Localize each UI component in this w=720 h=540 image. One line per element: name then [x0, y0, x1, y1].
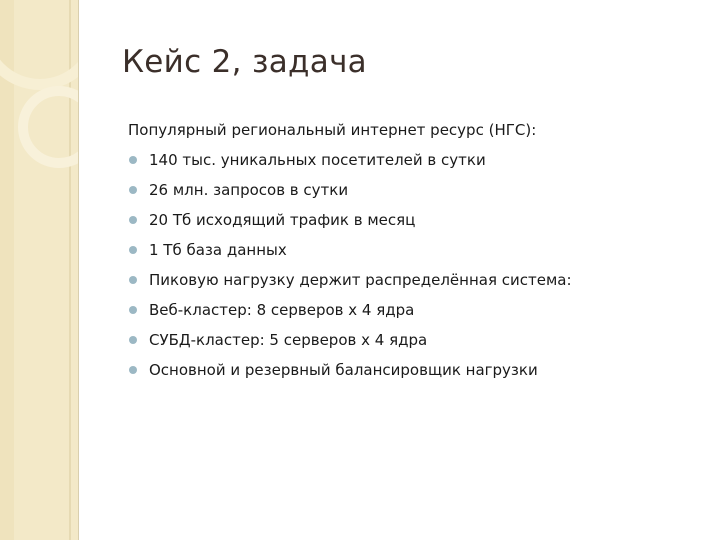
- decorative-side-panel: [0, 0, 79, 540]
- slide-content: [128, 120, 688, 390]
- bullet-dot-icon: [129, 336, 137, 344]
- bullet-dot-icon: [129, 366, 137, 374]
- bullet-item: [128, 240, 688, 260]
- bullet-item: [128, 360, 688, 380]
- bullet-item: [128, 210, 688, 230]
- bullet-item: [128, 180, 688, 200]
- intro-text: Популярный региональный интернет ресурс (НГС):: [128, 121, 537, 139]
- bullet-item: [128, 270, 688, 290]
- bullet-dot-icon: [129, 276, 137, 284]
- bullet-text: СУБД-кластер: 5 серверов х 4 ядра: [149, 331, 428, 349]
- bullet-text: 26 млн. запросов в сутки: [149, 181, 349, 199]
- bullet-dot-icon: [129, 216, 137, 224]
- slide-title: Кейс 2, задача: [122, 44, 367, 80]
- bullet-list: [128, 150, 688, 380]
- bullet-text: Основной и резервный балансировщик нагрузки: [149, 361, 538, 379]
- decorative-circle-middle: [18, 86, 79, 168]
- bullet-text: 1 Тб база данных: [149, 241, 287, 259]
- bullet-item: [128, 150, 688, 170]
- bullet-text: 20 Тб исходящий трафик в месяц: [149, 211, 416, 229]
- bullet-dot-icon: [129, 156, 137, 164]
- bullet-dot-icon: [129, 246, 137, 254]
- bullet-dot-icon: [129, 306, 137, 314]
- bullet-item: [128, 330, 688, 350]
- bullet-text: 140 тыс. уникальных посетителей в сутки: [149, 151, 486, 169]
- decorative-circle-top: [0, 0, 79, 90]
- bullet-text: Веб-кластер: 8 серверов х 4 ядра: [149, 301, 415, 319]
- bullet-item: [128, 300, 688, 320]
- bullet-text: Пиковую нагрузку держит распределённая система:: [149, 271, 572, 289]
- bullet-dot-icon: [129, 186, 137, 194]
